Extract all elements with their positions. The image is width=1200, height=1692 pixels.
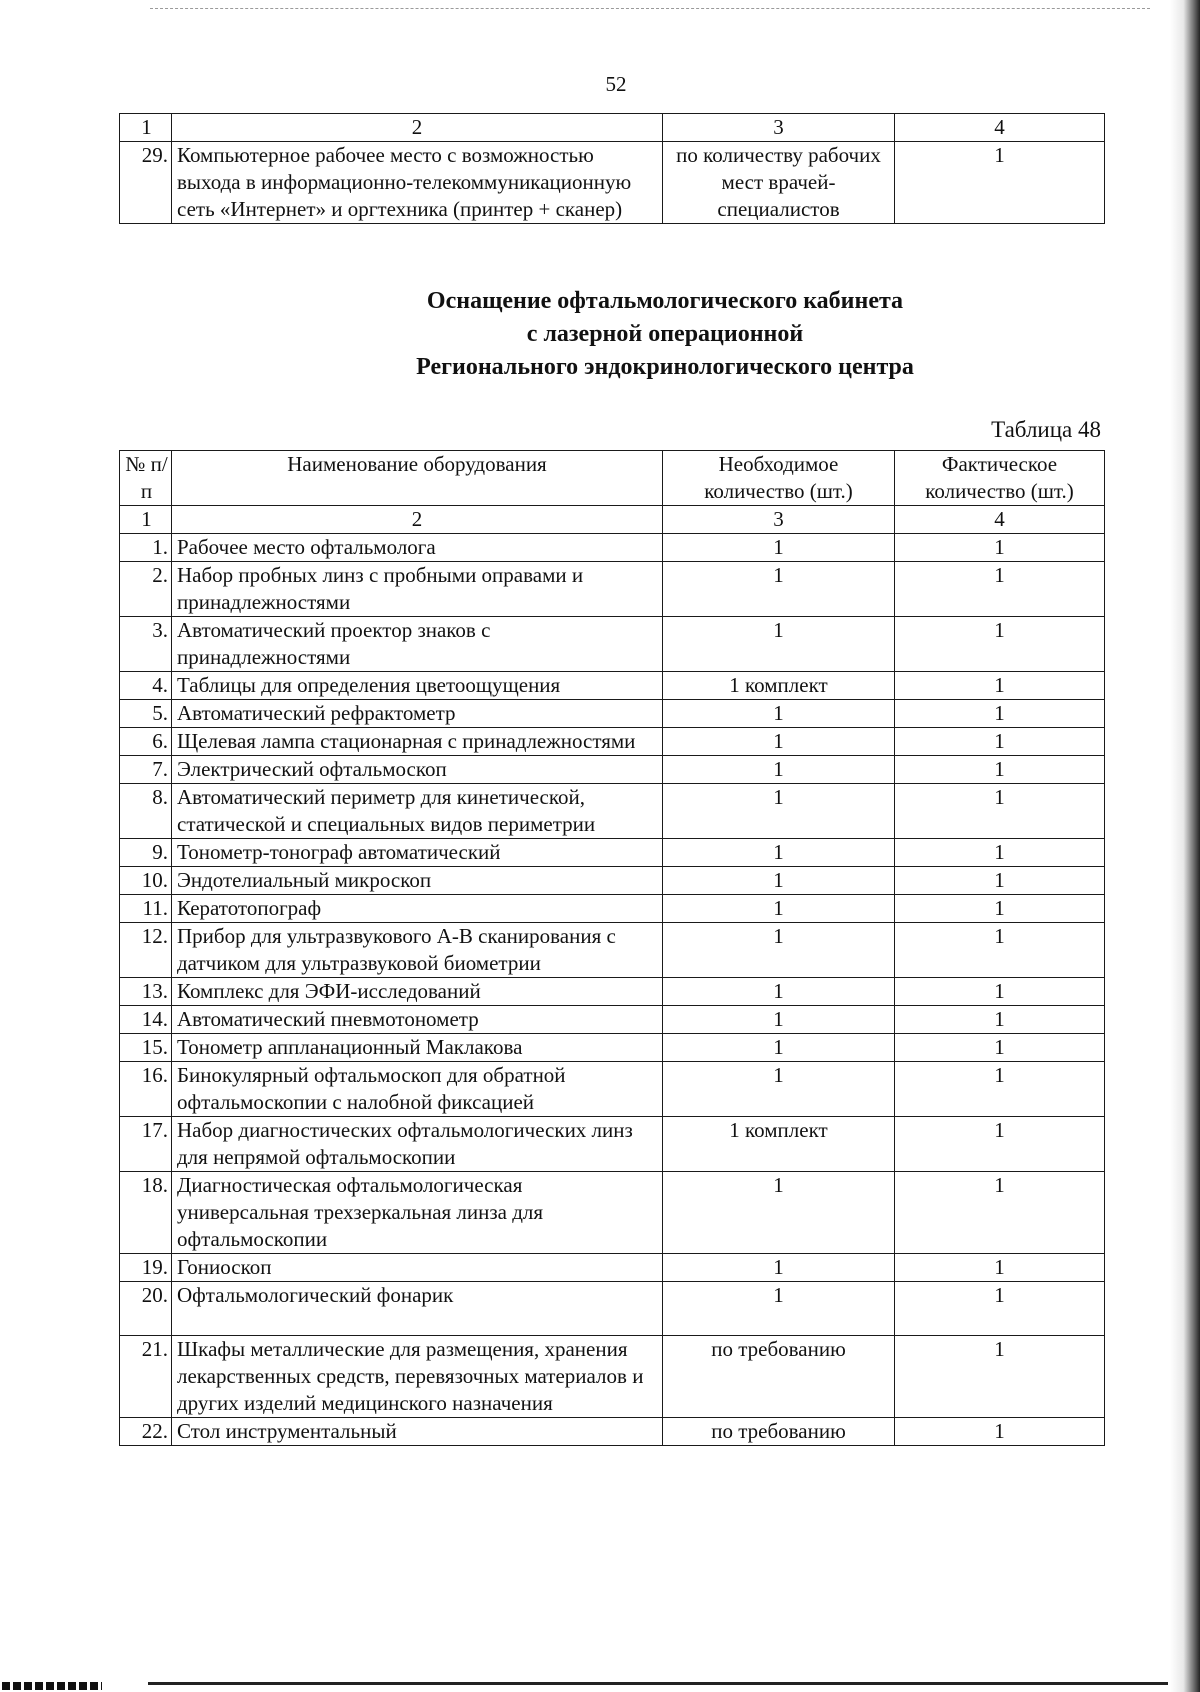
equipment-name: Эндотелиальный микроскоп bbox=[172, 867, 663, 895]
row-number: 18. bbox=[120, 1172, 172, 1254]
required-quantity: 1 bbox=[663, 895, 895, 923]
table-row bbox=[120, 534, 1105, 562]
table-label: Таблица 48 bbox=[991, 417, 1101, 442]
column-number-row bbox=[120, 506, 1105, 534]
actual-quantity: 1 bbox=[895, 1006, 1105, 1034]
table-row bbox=[120, 1034, 1105, 1062]
equipment-name: Автоматический периметр для кинетической, статической и специальных видов периметрии bbox=[172, 784, 663, 839]
table-row bbox=[120, 672, 1105, 700]
table-row bbox=[120, 1172, 1105, 1254]
actual-quantity: 1 bbox=[895, 562, 1105, 617]
column-number: 1 bbox=[120, 506, 172, 534]
section-heading bbox=[300, 285, 1030, 384]
table-row bbox=[120, 1006, 1105, 1034]
column-number: 3 bbox=[663, 114, 895, 142]
actual-quantity: 1 bbox=[895, 672, 1105, 700]
table-row bbox=[120, 700, 1105, 728]
required-quantity: 1 bbox=[663, 867, 895, 895]
actual-quantity: 1 bbox=[895, 895, 1105, 923]
actual-quantity: 1 bbox=[895, 839, 1105, 867]
equipment-name: Кератотопограф bbox=[172, 895, 663, 923]
column-number-row bbox=[120, 114, 1105, 142]
required-quantity: 1 комплект bbox=[663, 1117, 895, 1172]
actual-quantity: 1 bbox=[895, 534, 1105, 562]
actual-quantity: 1 bbox=[895, 784, 1105, 839]
equipment-name: Таблицы для определения цветоощущения bbox=[172, 672, 663, 700]
row-number: 16. bbox=[120, 1062, 172, 1117]
actual-quantity: 1 bbox=[895, 1172, 1105, 1254]
required-quantity: 1 bbox=[663, 839, 895, 867]
table-row bbox=[120, 756, 1105, 784]
required-quantity: 1 bbox=[663, 617, 895, 672]
row-number: 22. bbox=[120, 1418, 172, 1446]
equipment-name: Автоматический пневмотонометр bbox=[172, 1006, 663, 1034]
row-number: 21. bbox=[120, 1336, 172, 1418]
required-quantity: 1 bbox=[663, 562, 895, 617]
table-row bbox=[120, 617, 1105, 672]
column-number: 4 bbox=[895, 114, 1105, 142]
required-quantity: по количеству рабочих мест врачей-специалистов bbox=[663, 142, 895, 224]
table-row bbox=[120, 1117, 1105, 1172]
required-quantity: 1 bbox=[663, 978, 895, 1006]
actual-quantity: 1 bbox=[895, 142, 1105, 224]
table-row bbox=[120, 1254, 1105, 1282]
table-row bbox=[120, 1062, 1105, 1117]
header-actual: Фактическое количество (шт.) bbox=[895, 451, 1105, 506]
column-number: 1 bbox=[120, 114, 172, 142]
actual-quantity: 1 bbox=[895, 1254, 1105, 1282]
table-row bbox=[120, 867, 1105, 895]
heading-line: Оснащение офтальмологического кабинета bbox=[426, 288, 904, 314]
actual-quantity: 1 bbox=[895, 1282, 1105, 1336]
actual-quantity: 1 bbox=[895, 1062, 1105, 1117]
actual-quantity: 1 bbox=[895, 617, 1105, 672]
required-quantity: 1 комплект bbox=[663, 672, 895, 700]
scan-edge-right bbox=[1170, 0, 1200, 1692]
equipment-name: Тонометр-тонограф автоматический bbox=[172, 839, 663, 867]
row-number: 10. bbox=[120, 867, 172, 895]
required-quantity: 1 bbox=[663, 534, 895, 562]
equipment-name: Офтальмологический фонарик bbox=[172, 1282, 663, 1336]
row-number: 14. bbox=[120, 1006, 172, 1034]
actual-quantity: 1 bbox=[895, 867, 1105, 895]
equipment-name: Щелевая лампа стационарная с принадлежностями bbox=[172, 728, 663, 756]
row-number: 9. bbox=[120, 839, 172, 867]
equipment-name: Автоматический проектор знаков с принадлежностями bbox=[172, 617, 663, 672]
table-row bbox=[120, 1282, 1105, 1336]
table-row bbox=[120, 1418, 1105, 1446]
heading-line: Регионального эндокринологического центра bbox=[416, 354, 914, 380]
column-number: 2 bbox=[172, 114, 663, 142]
equipment-name: Прибор для ультразвукового А-В сканирования с датчиком для ультразвуковой биометрии bbox=[172, 923, 663, 978]
required-quantity: 1 bbox=[663, 700, 895, 728]
equipment-name: Рабочее место офтальмолога bbox=[172, 534, 663, 562]
table-row bbox=[120, 895, 1105, 923]
actual-quantity: 1 bbox=[895, 1117, 1105, 1172]
required-quantity: 1 bbox=[663, 728, 895, 756]
actual-quantity: 1 bbox=[895, 978, 1105, 1006]
column-number: 4 bbox=[895, 506, 1105, 534]
equipment-name: Набор диагностических офтальмологических линз для непрямой офтальмоскопии bbox=[172, 1117, 663, 1172]
actual-quantity: 1 bbox=[895, 1336, 1105, 1418]
column-number: 3 bbox=[663, 506, 895, 534]
heading-line: с лазерной операционной bbox=[526, 321, 804, 347]
required-quantity: 1 bbox=[663, 1006, 895, 1034]
header-num: № п/п bbox=[120, 451, 172, 506]
required-quantity: 1 bbox=[663, 756, 895, 784]
equipment-table bbox=[119, 450, 1105, 1446]
header-row bbox=[120, 451, 1105, 506]
required-quantity: 1 bbox=[663, 1282, 895, 1336]
row-number: 17. bbox=[120, 1117, 172, 1172]
required-quantity: по требованию bbox=[663, 1336, 895, 1418]
table-row bbox=[120, 562, 1105, 617]
row-number: 4. bbox=[120, 672, 172, 700]
equipment-name: Автоматический рефрактометр bbox=[172, 700, 663, 728]
header-name: Наименование оборудования bbox=[172, 451, 663, 506]
equipment-name: Стол инструментальный bbox=[172, 1418, 663, 1446]
row-number: 13. bbox=[120, 978, 172, 1006]
actual-quantity: 1 bbox=[895, 923, 1105, 978]
equipment-name: Комплекс для ЭФИ-исследований bbox=[172, 978, 663, 1006]
actual-quantity: 1 bbox=[895, 700, 1105, 728]
scan-edge-top bbox=[150, 8, 1150, 9]
required-quantity: 1 bbox=[663, 923, 895, 978]
equipment-name: Гониоскоп bbox=[172, 1254, 663, 1282]
required-quantity: 1 bbox=[663, 1062, 895, 1117]
required-quantity: по требованию bbox=[663, 1418, 895, 1446]
equipment-name: Набор пробных линз с пробными оправами и принадлежностями bbox=[172, 562, 663, 617]
table-row bbox=[120, 978, 1105, 1006]
equipment-name: Электрический офтальмоскоп bbox=[172, 756, 663, 784]
table-row bbox=[120, 784, 1105, 839]
header-required: Необходимое количество (шт.) bbox=[663, 451, 895, 506]
row-number: 2. bbox=[120, 562, 172, 617]
row-number: 20. bbox=[120, 1282, 172, 1336]
row-number: 11. bbox=[120, 895, 172, 923]
table-row bbox=[120, 1336, 1105, 1418]
row-number: 6. bbox=[120, 728, 172, 756]
row-number: 3. bbox=[120, 617, 172, 672]
actual-quantity: 1 bbox=[895, 756, 1105, 784]
equipment-name: Диагностическая офтальмологическая универсальная трехзеркальная линза для офтальмоскопии bbox=[172, 1172, 663, 1254]
row-number: 12. bbox=[120, 923, 172, 978]
row-number: 15. bbox=[120, 1034, 172, 1062]
equipment-name: Тонометр аппланационный Маклакова bbox=[172, 1034, 663, 1062]
row-number: 19. bbox=[120, 1254, 172, 1282]
table-row bbox=[120, 728, 1105, 756]
required-quantity: 1 bbox=[663, 1254, 895, 1282]
required-quantity: 1 bbox=[663, 784, 895, 839]
scan-artifact-bottom-left bbox=[2, 1682, 102, 1690]
actual-quantity: 1 bbox=[895, 728, 1105, 756]
table-row bbox=[120, 923, 1105, 978]
row-number: 5. bbox=[120, 700, 172, 728]
equipment-name: Шкафы металлические для размещения, хранения лекарственных средств, перевязочных материалов и других изделий медицинского назначения bbox=[172, 1336, 663, 1418]
column-number: 2 bbox=[172, 506, 663, 534]
required-quantity: 1 bbox=[663, 1034, 895, 1062]
row-number: 8. bbox=[120, 784, 172, 839]
page-number: 52 bbox=[605, 72, 627, 96]
row-number: 29. bbox=[120, 142, 172, 224]
equipment-name: Бинокулярный офтальмоскоп для обратной офтальмоскопии с налобной фиксацией bbox=[172, 1062, 663, 1117]
scan-edge-bottom bbox=[148, 1682, 1168, 1685]
equipment-name: Компьютерное рабочее место с возможностью выхода в информационно-телекоммуникационную сеть «Интернет» и оргтехника (принтер + сканер) bbox=[172, 142, 663, 224]
table-row bbox=[120, 142, 1105, 224]
continuation-table bbox=[119, 113, 1105, 224]
table-row bbox=[120, 839, 1105, 867]
row-number: 7. bbox=[120, 756, 172, 784]
actual-quantity: 1 bbox=[895, 1418, 1105, 1446]
row-number: 1. bbox=[120, 534, 172, 562]
required-quantity: 1 bbox=[663, 1172, 895, 1254]
actual-quantity: 1 bbox=[895, 1034, 1105, 1062]
